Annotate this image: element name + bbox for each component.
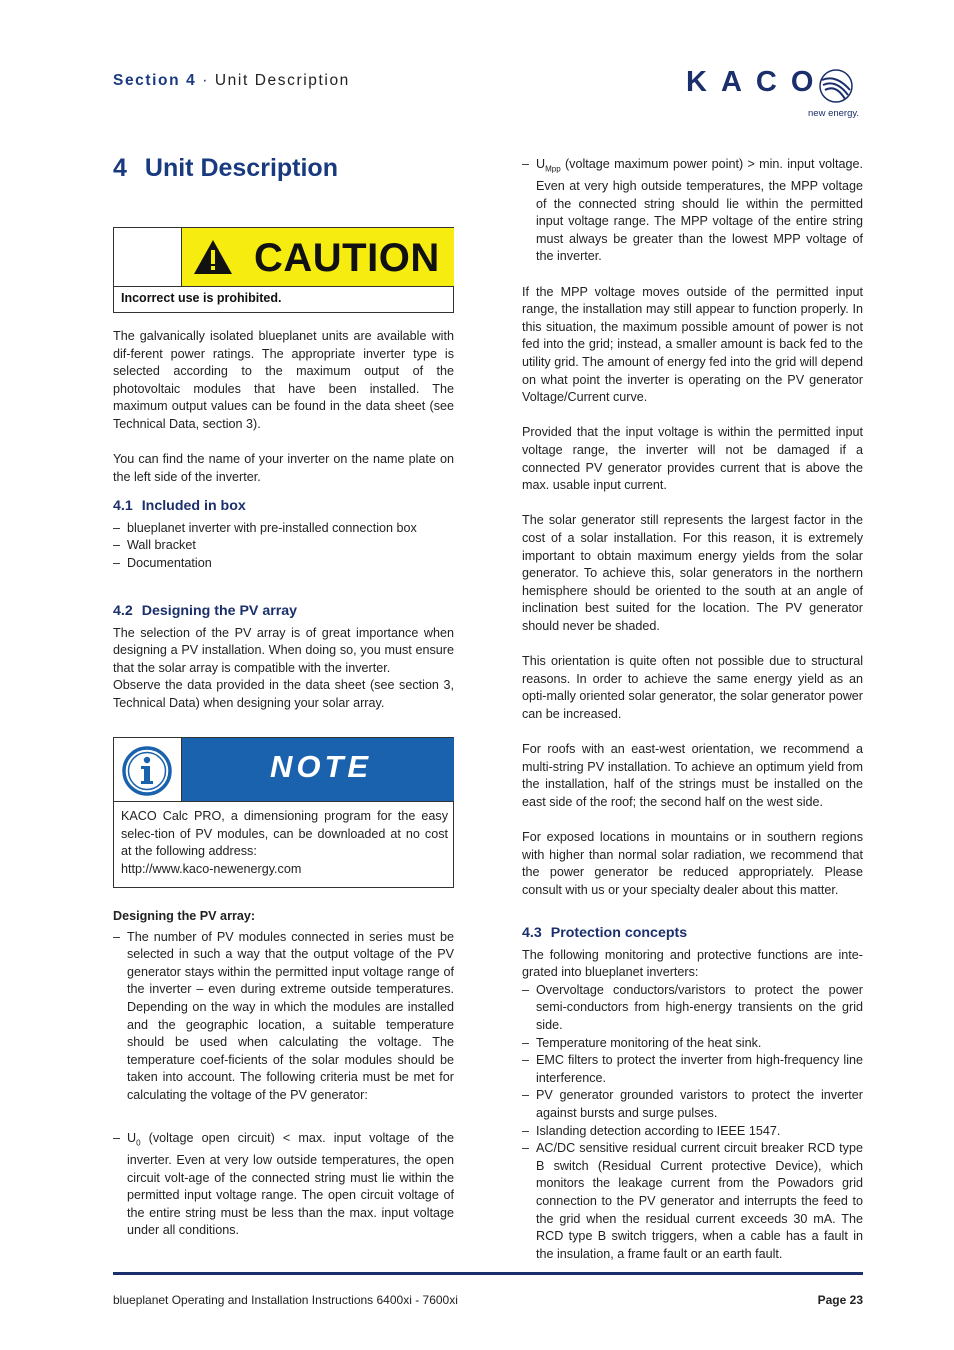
info-icon — [121, 745, 173, 797]
chapter-number: 4 — [113, 154, 127, 182]
logo-tagline: new energy. — [808, 108, 860, 119]
warning-icon — [192, 238, 234, 276]
paragraph: This orientation is quite often not possible due to structural reasons. In order to achieve the same energy yield as an opti-mally oriented solar generator, the solar generator power can be increased. — [522, 654, 863, 721]
list-item: – Temperature monitoring of the heat sink. — [522, 1035, 863, 1053]
footer-page-number: Page 23 — [817, 1293, 863, 1307]
u0-criterion — [113, 1130, 454, 1240]
caution-box — [113, 227, 454, 313]
caution-divider — [114, 286, 181, 287]
footer-rule — [113, 1272, 863, 1275]
list-item: – Islanding detection according to IEEE 1547. — [522, 1123, 863, 1141]
section-4-3-title: Protection concepts — [550, 925, 688, 941]
section-4-1 — [113, 498, 454, 572]
umpp-text: (voltage maximum power point) > min. input voltage. Even at very high outside temperatures, the MPP voltage of the connected string should lie within the permitted input voltage range. The MPP voltage of the entire string must always be greater than the lowest MPP voltage of the inverter. — [536, 157, 863, 264]
note-word: NOTE — [270, 749, 373, 784]
design-heading: Designing the PV array: — [113, 909, 256, 923]
section-4-1-heading — [113, 498, 454, 516]
section-4-2-title: Designing the PV array — [141, 603, 298, 619]
logo-text: KACO — [686, 66, 828, 98]
list-item: – Documentation — [113, 555, 454, 573]
section-4-1-title: Included in box — [141, 498, 246, 514]
list-item: – AC/DC sensitive residual current circuit breaker RCD type B switch (Residual Current protective Device), which monitors the leakage current from the Powadors grid connection to the PV generator and interrupts the feed to the grid when the residual current exceeds 30 mA. The RCD type B switch triggers, when a cable has a fault in the insulation, a frame fault or an earth fault. — [522, 1140, 863, 1263]
section-4-2 — [113, 603, 454, 713]
swirl-logo-icon — [818, 68, 858, 104]
intro-paragraph-1: The galvanically isolated blueplanet units are available with dif-ferent power ratings. The appropriate inverter type is selected according to the maximum output of the photovoltaic modules that have been installed. The maximum output values can be found in the data sheet (see Technical Data, section 3). — [113, 329, 454, 431]
section-4-3-heading — [522, 925, 863, 943]
note-body — [121, 808, 448, 878]
chapter-title-text: Unit Description — [144, 154, 338, 182]
paragraph: Provided that the input voltage is within the permitted input voltage range, the inverter will not be damaged if a connected PV generator provides current that is above the max. usable input current. — [522, 425, 863, 493]
list-item: – Overvoltage conductors/varistors to protect the power semi-conductors from high-energy transients on the grid side. — [522, 982, 863, 1035]
section-4-1-number: 4.1 — [113, 498, 133, 514]
section-header — [113, 72, 350, 90]
note-url: http://www.kaco-newenergy.com — [121, 861, 302, 876]
intro-text — [113, 328, 454, 486]
note-divider — [114, 801, 453, 802]
note-text: KACO Calc PRO, a dimensioning program for the easy selec-tion of PV modules, can be downloaded at no cost at the following address: — [121, 809, 448, 859]
section-4-3-intro: The following monitoring and protective functions are inte-grated into blueplanet inverters: — [522, 947, 863, 980]
note-banner — [181, 738, 454, 801]
u0-symbol: U — [127, 1131, 137, 1145]
u0-item — [113, 1130, 454, 1240]
list-item: – Wall bracket — [113, 537, 454, 555]
section-4-3 — [522, 925, 863, 1263]
list-item: – EMC filters to protect the inverter from high-frequency line interference. — [522, 1052, 863, 1087]
chapter-title — [113, 154, 338, 183]
section-4-2-paragraph-2: Observe the data provided in the data sheet (see section 3, Technical Data) when designing your solar array. — [113, 678, 454, 710]
umpp-symbol: U — [536, 157, 546, 171]
right-column — [522, 156, 863, 899]
list-item: – PV generator grounded varistors to protect the inverter against bursts and surge pulses. — [522, 1087, 863, 1122]
list-item: – blueplanet inverter with pre-installed connection box — [113, 520, 454, 538]
section-separator: · — [196, 72, 215, 89]
umpp-subscript: Mpp — [545, 164, 561, 174]
caution-message: Incorrect use is prohibited. — [121, 291, 282, 305]
paragraph: For roofs with an east-west orientation, we recommend a multi-string PV installation. To achieve an optimum yield from the installation, half of the strings must be installed on the east side of the roof; the second half on the west side. — [522, 742, 863, 809]
caution-banner — [181, 228, 454, 287]
u0-text: (voltage open circuit) < max. input voltage of the inverter. Even at very low outside temperatures, the open circuit volt-age of the connected string must lie within the permitted input voltage range. The open circuit voltage of the entire string must be less than the max. input voltage under all conditions. — [127, 1131, 454, 1238]
paragraph: If the MPP voltage moves outside of the permitted input range, the installation may still appear to function properly. In this situation, the maximum possible amount of power is not fed into the grid; instead, a smaller amount is back fed to the utility grid. The amount of energy fed into the grid will depend on what point the inverter is operating on the PV generator Voltage/Current curve. — [522, 284, 863, 405]
section-4-2-number: 4.2 — [113, 603, 133, 619]
umpp-item — [522, 156, 863, 266]
u0-subscript: 0 — [136, 1138, 141, 1148]
paragraph: The solar generator still represents the largest factor in the cost of a solar installation. For this reason, it is extremely important to obtain maximum energy yields from the solar generator. To achieve this, solar generators in the northern hemisphere should be oriented to the south at an angle of inclination best suited for the location. The PV generator should never be shaded. — [522, 513, 863, 633]
section-4-2-paragraph-1: The selection of the PV array is of great importance when designing a PV installation. When doing so, you must ensure that the solar array is compatible with the inverter. — [113, 625, 454, 675]
design-item-1: – The number of PV modules connected in series must be selected in such a way that the output voltage of the PV generator stays within the permitted input voltage range of the inverter – even during extreme outside temperatures. Depending on the way in which the modules are installed and the geographic location, a suitable temperature should be used when calculating the voltage. The temperature coef-ficients of the solar modules should be taken into account. The following criteria must be met for calculating the voltage of the PV generator: — [113, 929, 454, 1105]
section-label: Section 4 — [113, 72, 197, 89]
section-4-3-number: 4.3 — [522, 925, 542, 941]
caution-word: CAUTION — [254, 236, 440, 280]
paragraph: For exposed locations in mountains or in southern regions with higher than normal solar radiation, we recommend that the power generator be reduced appropriately. Please consult with us or your specialty dealer about this matter. — [522, 830, 863, 897]
kaco-logo — [686, 66, 866, 122]
footer-doc-title: blueplanet Operating and Installation Instructions 6400xi - 7600xi — [113, 1293, 458, 1307]
intro-paragraph-2: You can find the name of your inverter on the name plate on the left side of the inverter. — [113, 452, 454, 484]
note-box — [113, 737, 454, 888]
section-4-2-heading — [113, 603, 454, 621]
section-title: Unit Description — [214, 72, 350, 89]
design-pv-array — [113, 908, 454, 1105]
